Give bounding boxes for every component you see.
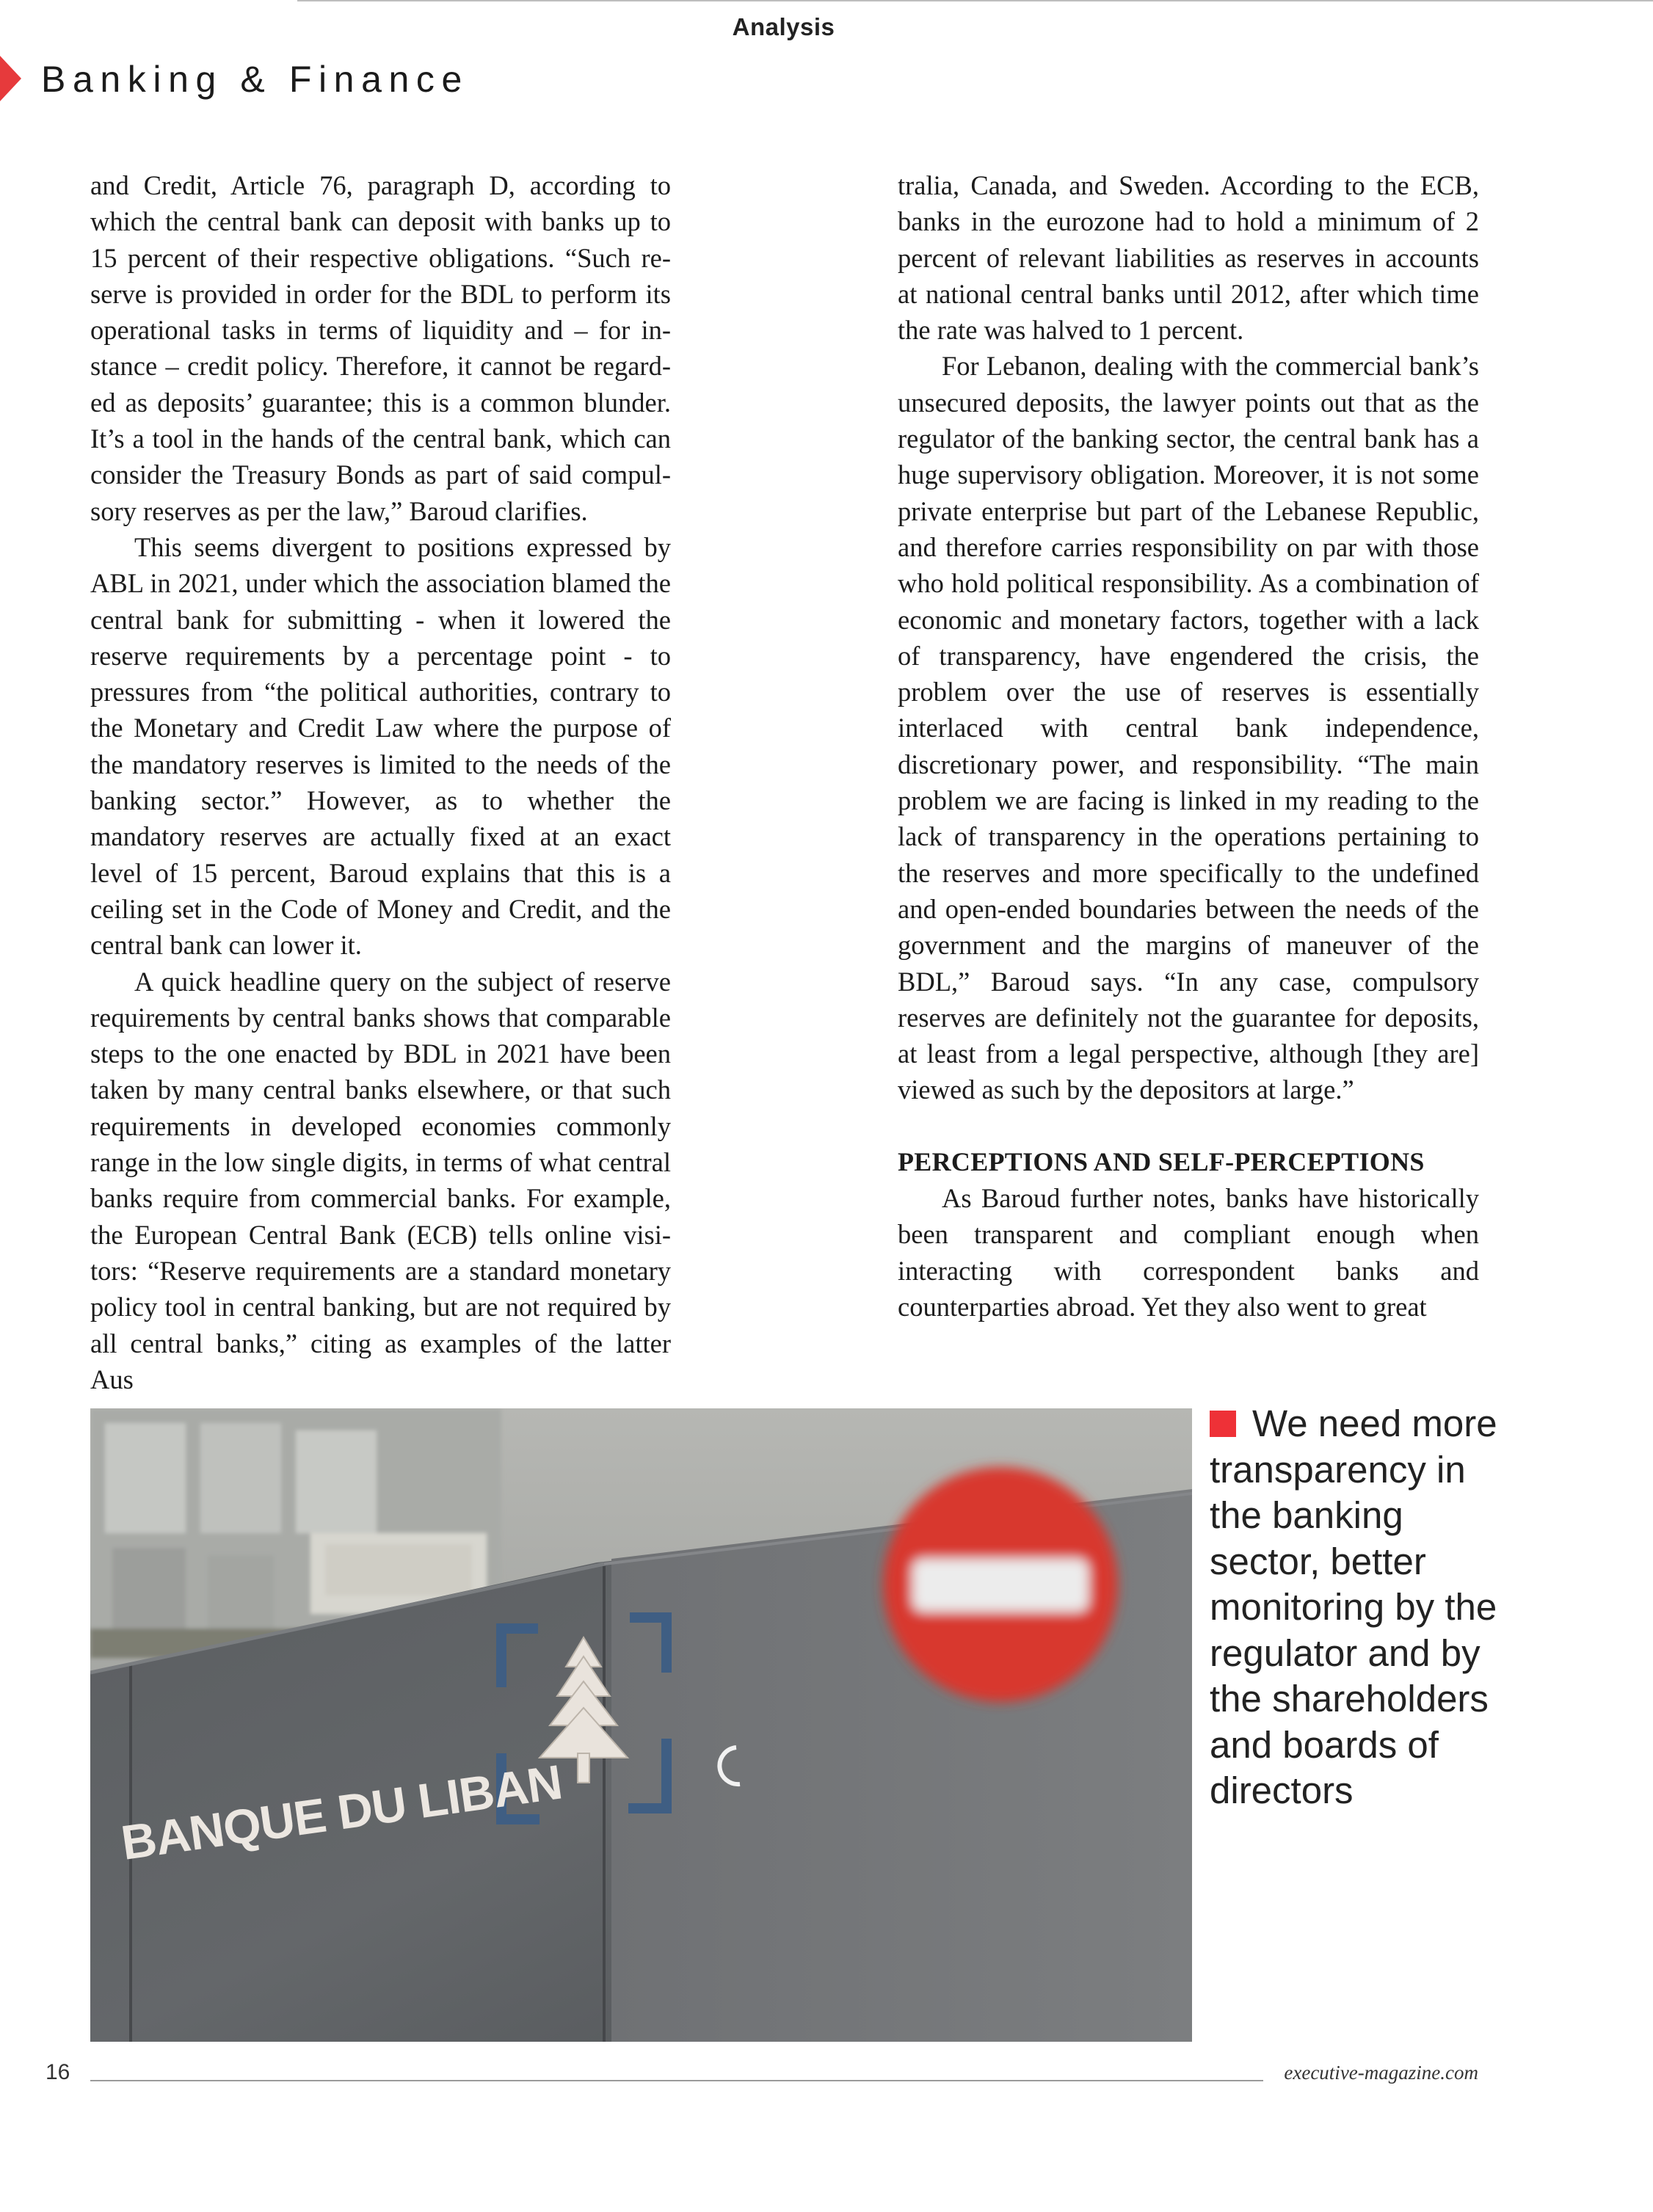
pull-quote bbox=[1210, 1401, 1518, 1814]
article-right-column bbox=[898, 167, 1479, 1325]
red-arrow-icon bbox=[0, 56, 21, 101]
category-title: Banking & Finance bbox=[41, 59, 469, 100]
photo-illustration bbox=[90, 1408, 1192, 2042]
article-paragraph: As Baroud further notes, banks have historically been transparent and compliant enough when interacting with correspondent banks and counterparties abroad. Yet they also went to great bbox=[898, 1183, 1479, 1322]
section-label: Analysis bbox=[732, 13, 835, 40]
article-paragraph: and Credit, Article 76, paragraph D, according to which the central bank can deposit with banks up to 15 percent of their respective obligations. “Such reserve is provided in order for the BDL to perform its operational tasks in terms of liquidity and – for instance – credit policy. Therefore, it cannot be regarded as deposits’ guarantee; this is a common blunder. It’s a tool in the hands of the central bank, which can consider the Treasury Bonds as part of said compulsory reserves as per the law,” Baroud clarifies. bbox=[90, 170, 671, 526]
pull-quote-text: We need more transparency in the banking sector, better monitoring by the regulator and by the shareholders and boards of directors bbox=[1210, 1402, 1497, 1811]
page-number: 16 bbox=[46, 2060, 70, 2084]
top-rule bbox=[297, 0, 1653, 1]
website-url: executive-magazine.com bbox=[1284, 2062, 1478, 2084]
footer-rule bbox=[90, 2080, 1263, 2081]
photo-sign-text: BANQUE DU LIBAN bbox=[117, 1754, 565, 1870]
article-subhead: PERCEPTIONS AND SELF-PERCEPTIONS bbox=[898, 1146, 1425, 1176]
article-paragraph: A quick headline query on the subject of reserve requirements by central banks shows that comparable steps to the one enacted by BDL in 2021 have been taken by many central banks elsewhere, or that such requirements in developed economies commonly range in the low single digits, in terms of what central banks require from commercial banks. For example, the European Central Bank (ECB) tells online visitors: “Reserve requirements are a standard monetary policy tool in central banking, but are not required by all central banks,” citing as examples of the latter Aus bbox=[90, 966, 671, 1394]
red-square-icon bbox=[1210, 1411, 1236, 1437]
banque-du-liban-photo bbox=[90, 1408, 1192, 2042]
article-paragraph: This seems divergent to positions expressed by ABL in 2021, under which the association blamed the central bank for submitting - when it lowered the reserve requirements by a percentage point - to pressures from “the political authorities, contrary to the Monetary and Credit Law where the purpose of the mandatory reserves is limited to the needs of the banking sector.” However, as to whether the mandatory reserves are actually fixed at an exact level of 15 percent, Baroud explains that this is a ceiling set in the Code of Money and Credit, and the central bank can lower it. bbox=[90, 531, 671, 961]
article-paragraph: For Lebanon, dealing with the commercial bank’s unsecured deposits, the lawyer points out that as the regulator of the banking sector, the central bank has a huge supervisory obligation. Moreover, it is not some private enterprise but part of the Lebanese Republic, and therefore carries responsibility on par with those who hold political responsibility. As a combination of economic and monetary factors, together with a lack of transparency, have engendered the crisis, the problem over the use of reserves is essentially interlaced with central bank independence, discretionary power, and responsibility. “The main problem we are facing is linked in my reading to the lack of transparency in the operations pertaining to the reserves and more specifically to the undefined and open-ended boundaries between the needs of the government and the margins of maneuver of the BDL,” Baroud says. “In any case, compulsory reserves are definitely not the guarantee for deposits, at least from a legal perspective, although [they are] viewed as such by the depositors at large.” bbox=[898, 351, 1479, 1105]
article-left-column bbox=[90, 167, 671, 1397]
article-paragraph: tralia, Canada, and Sweden. According to the ECB, banks in the eurozone had to hold a minimum of 2 percent of relevant liabilities as reserves in accounts at national central banks until 2012, after which time the rate was halved to 1 percent. bbox=[898, 170, 1479, 346]
